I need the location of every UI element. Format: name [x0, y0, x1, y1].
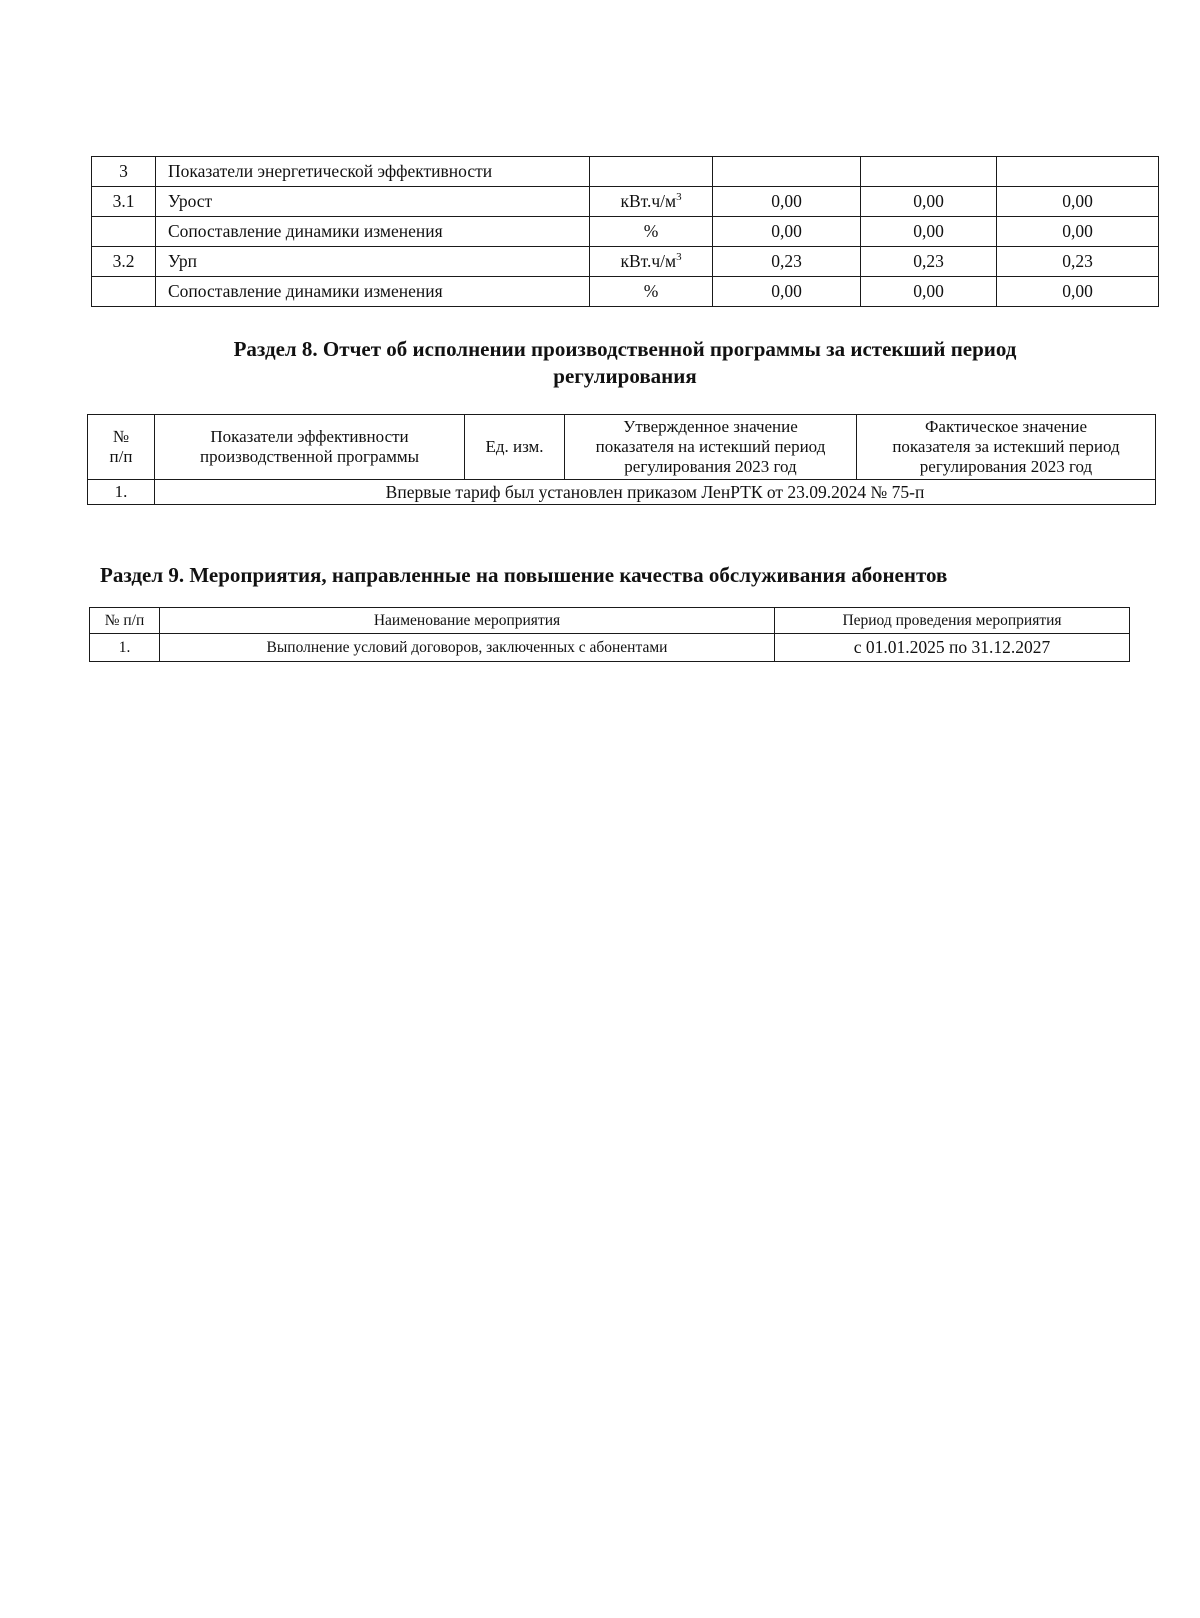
measure-name: Выполнение условий договоров, заключенных с абонентами: [160, 634, 775, 662]
section-9-table: [89, 607, 1130, 662]
column-header-measure-name: Наименование мероприятия: [160, 608, 775, 634]
value-cell: [713, 157, 861, 187]
row-number: 1.: [90, 634, 160, 662]
unit-cell: [590, 247, 713, 277]
row-number: [92, 277, 156, 307]
table-row: [92, 157, 1159, 187]
header-line: регулирования 2023 год: [919, 457, 1093, 476]
section-9-title: Раздел 9. Мероприятия, направленные на повышение качества обслуживания абонентов: [100, 563, 948, 587]
header-line: показателя на истекший период: [595, 437, 826, 456]
value-cell: [861, 157, 997, 187]
indicator-name: Сопоставление динамики изменения: [156, 277, 590, 307]
measure-period: с 01.01.2025 по 31.12.2027: [775, 634, 1130, 662]
unit-superscript: 3: [676, 251, 682, 263]
unit-text: кВт.ч/м: [620, 251, 677, 271]
indicator-name: Урп: [156, 247, 590, 277]
row-number: [92, 217, 156, 247]
header-line: регулирования 2023 год: [624, 457, 797, 476]
column-header-number: [88, 415, 155, 480]
table-row: [92, 187, 1159, 217]
table-header-row: [90, 608, 1130, 634]
column-header-period: Период проведения мероприятия: [775, 608, 1130, 634]
header-line: Фактическое значение: [924, 417, 1087, 436]
indicator-name: Урост: [156, 187, 590, 217]
section-8-title: [90, 336, 1160, 390]
value-cell: 0,00: [997, 277, 1159, 307]
value-cell: 0,23: [713, 247, 861, 277]
header-line: п/п: [109, 447, 133, 466]
section-8-table: [87, 414, 1156, 505]
value-cell: 0,23: [861, 247, 997, 277]
column-header-approved-value: [565, 415, 857, 480]
row-number: 3.2: [92, 247, 156, 277]
value-cell: 0,00: [713, 277, 861, 307]
table-row: [88, 480, 1156, 505]
value-cell: 0,00: [997, 217, 1159, 247]
value-cell: 0,00: [861, 217, 997, 247]
unit-text: кВт.ч/м: [620, 191, 677, 211]
value-cell: 0,00: [861, 187, 997, 217]
unit-cell: [590, 187, 713, 217]
unit-cell: [590, 277, 713, 307]
value-cell: [997, 157, 1159, 187]
column-header-number: № п/п: [90, 608, 160, 634]
unit-text: %: [643, 221, 659, 241]
indicator-name: Показатели энергетической эффективности: [156, 157, 590, 187]
unit-superscript: 3: [676, 191, 682, 203]
value-cell: 0,00: [861, 277, 997, 307]
value-cell: 0,23: [997, 247, 1159, 277]
column-header-indicator: [155, 415, 465, 480]
row-number: 3: [92, 157, 156, 187]
table-row: [92, 217, 1159, 247]
unit-text: %: [643, 281, 659, 301]
value-cell: 0,00: [713, 217, 861, 247]
header-line: показателя за истекший период: [892, 437, 1120, 456]
table-header-row: [88, 415, 1156, 480]
header-line: производственной программы: [199, 447, 420, 466]
value-cell: 0,00: [997, 187, 1159, 217]
section-8-title-line1: Раздел 8. Отчет об исполнении производственной программы за истекший период: [233, 337, 1017, 361]
unit-cell: [590, 217, 713, 247]
header-line: Показатели эффективности: [210, 427, 409, 446]
row-number: 1.: [88, 480, 155, 505]
row-number: 3.1: [92, 187, 156, 217]
unit-cell: [590, 157, 713, 187]
indicator-name: Сопоставление динамики изменения: [156, 217, 590, 247]
column-header-unit: Ед. изм.: [465, 415, 565, 480]
value-cell: 0,00: [713, 187, 861, 217]
header-line: Утвержденное значение: [623, 417, 798, 436]
table-row: [92, 247, 1159, 277]
energy-efficiency-table: [91, 156, 1159, 307]
header-line: №: [112, 427, 130, 446]
table-row: [92, 277, 1159, 307]
column-header-actual-value: [857, 415, 1156, 480]
section-8-title-line2: регулирования: [553, 364, 697, 388]
table-row: [90, 634, 1130, 662]
tariff-note: Впервые тариф был установлен приказом ЛенРТК от 23.09.2024 № 75-п: [155, 480, 1156, 505]
